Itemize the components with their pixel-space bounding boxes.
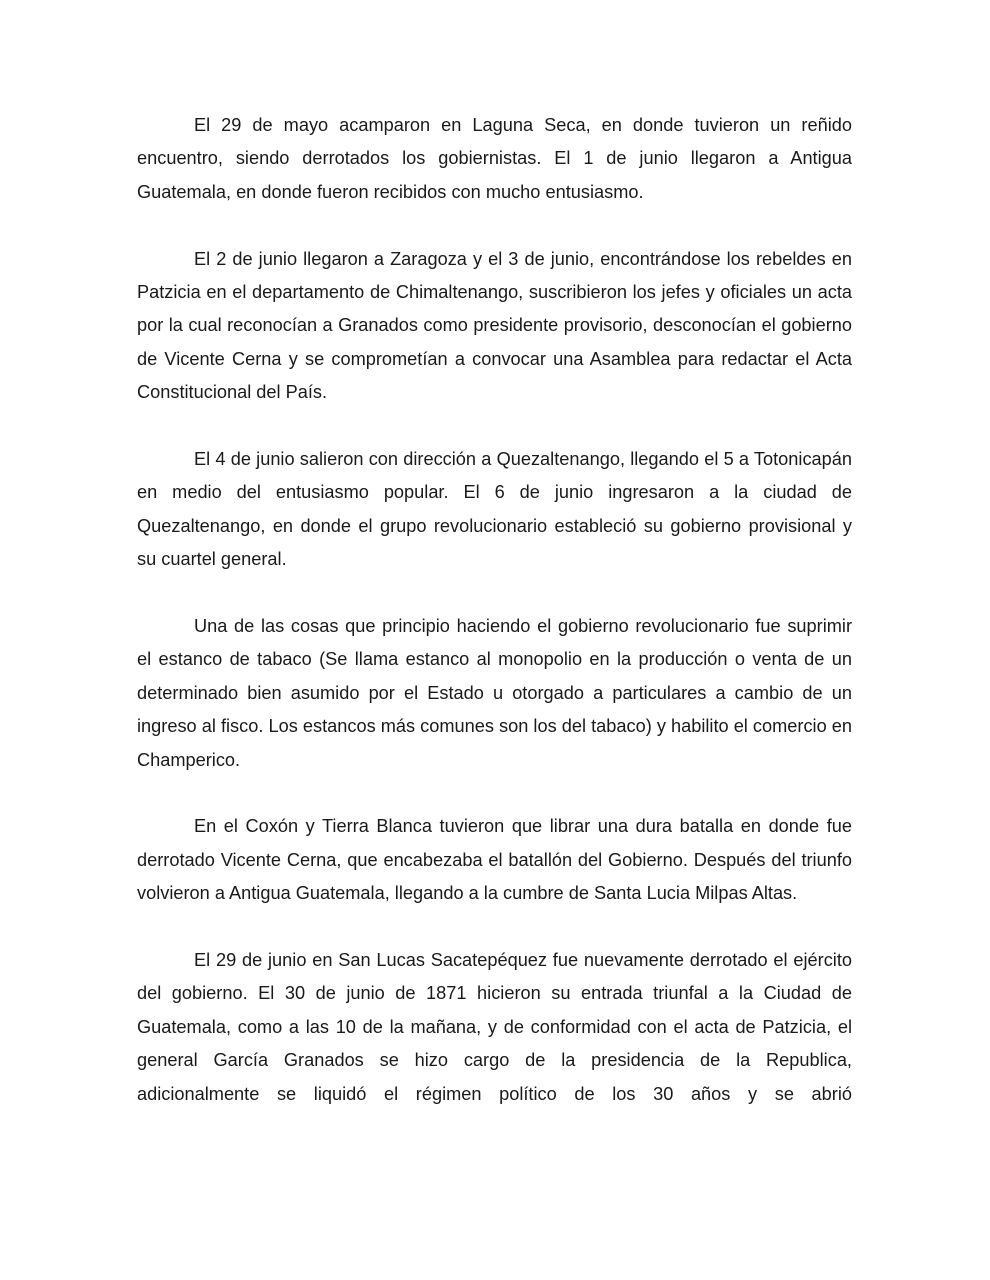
paragraph-patzicia-acta: El 2 de junio llegaron a Zaragoza y el 3 de junio, encontrándose los rebeldes en Patzicia en el departamento de Chimaltenango, suscribieron los jefes y oficiales un acta por la cual reconocían a Granados como presidente provisorio, desconocían el gobierno de Vicente Cerna y se comprometían a convocar una Asamblea para redactar el Acta Constitucional del País. [137, 248, 852, 403]
paragraph-estanco-tabaco: Una de las cosas que principio haciendo el gobierno revolucionario fue suprimir el estanco de tabaco (Se llama estanco al monopolio en la producción o venta de un determinado bien asumido por el Estado u otorgado a particulares a cambio de un ingreso al fisco. Los estancos más comunes son los del tabaco) y habilito el comercio en Champerico. [137, 616, 852, 770]
paragraph-laguna-seca: El 29 de mayo acamparon en Laguna Seca, en donde tuvieron un reñido encuentro, siendo derrotados los gobiernistas. El 1 de junio llegaron a Antigua Guatemala, en donde fueron recibidos con mucho entusiasmo. [137, 115, 852, 202]
paragraph-quezaltenango: El 4 de junio salieron con dirección a Quezaltenango, llegando el 5 a Totonicapán en medio del entusiasmo popular. El 6 de junio ingresaron a la ciudad de Quezaltenango, en donde el grupo revolucionario estableció su gobierno provisional y su cuartel general. [137, 449, 852, 570]
paragraph-san-lucas: El 29 de junio en San Lucas Sacatepéquez fue nuevamente derrotado el ejército del gobierno. El 30 de junio de 1871 hicieron su entrada triunfal a la Ciudad de Guatemala, como a las 10 de la mañana, y de conformidad con el acta de Patzicia, el general García Granados se hizo cargo de la presidencia de la Republica, adicionalmente se liquidó el régimen político de los 30 años y se abrió [137, 950, 852, 1104]
document-page [137, 109, 852, 1111]
paragraph-coxon-tierra-blanca: En el Coxón y Tierra Blanca tuvieron que librar una dura batalla en donde fue derrotado Vicente Cerna, que encabezaba el batallón del Gobierno. Después del triunfo volvieron a Antigua Guatemala, llegando a la cumbre de Santa Lucia Milpas Altas. [137, 816, 852, 904]
